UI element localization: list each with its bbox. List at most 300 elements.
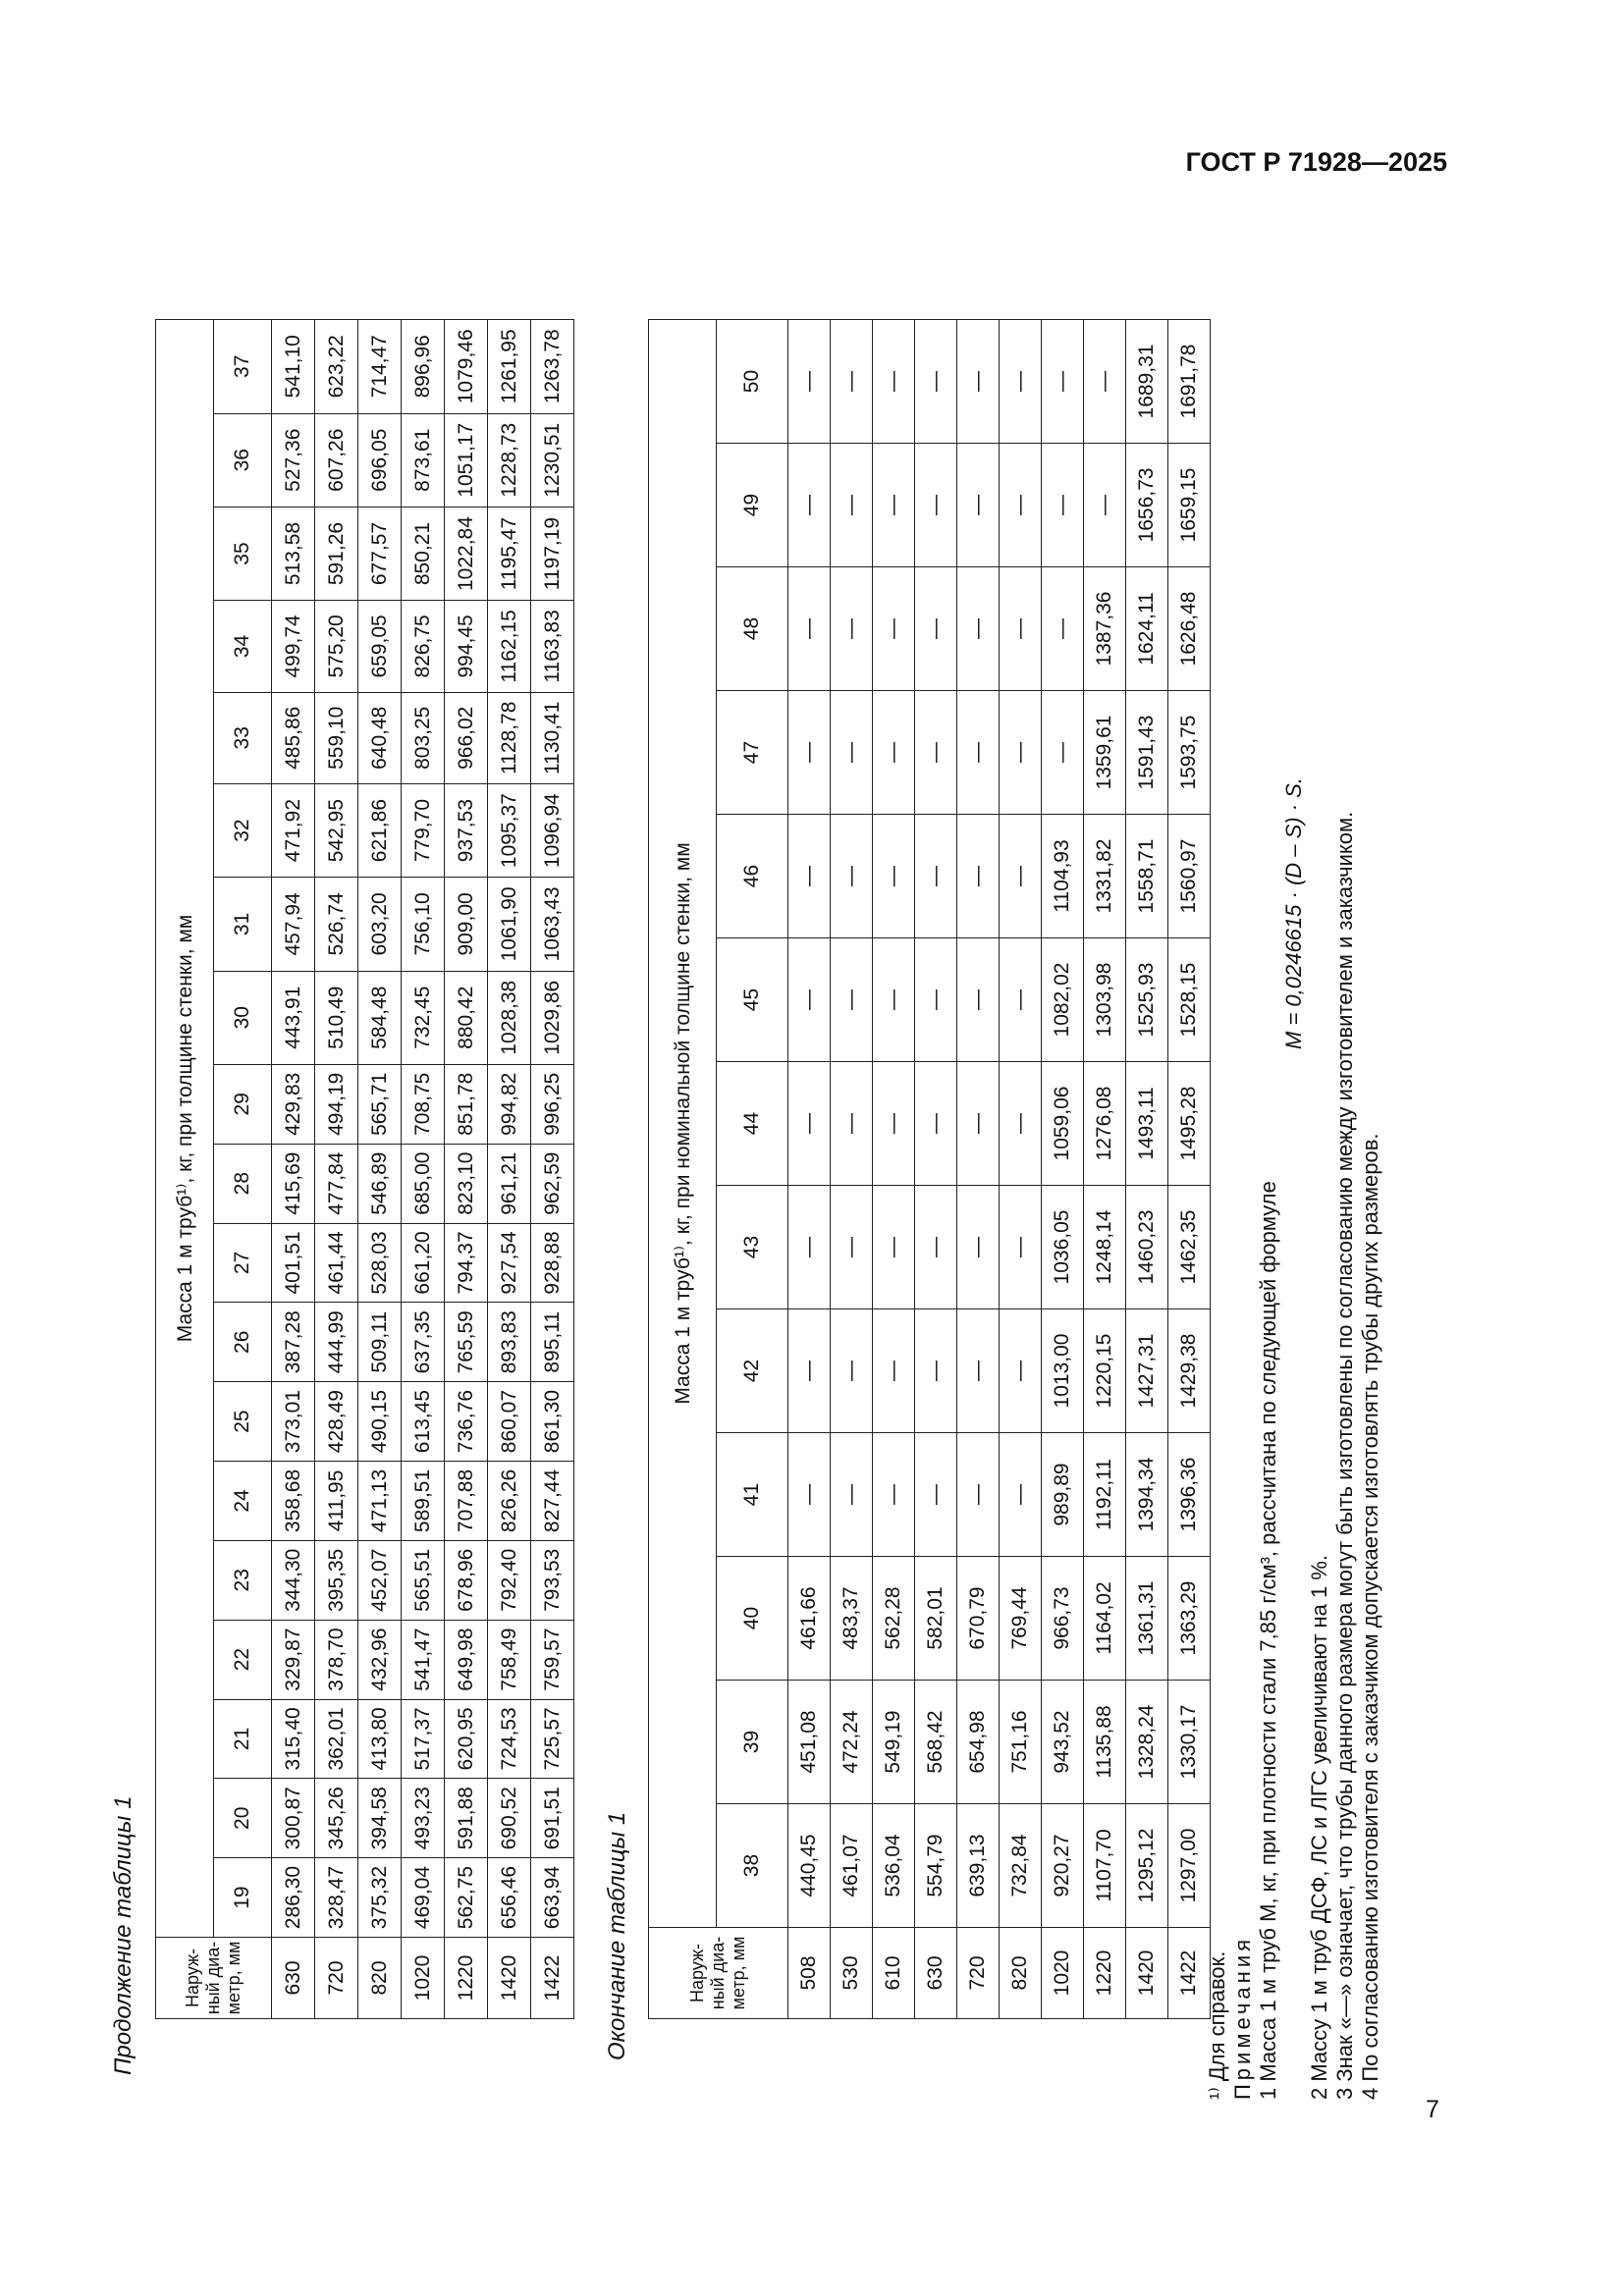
table-row — [358, 320, 402, 2019]
mass-cell: — — [915, 1433, 957, 1557]
mass-cell: — — [831, 320, 873, 444]
mass-cell: 1659,15 — [1168, 444, 1211, 567]
mass-cell: — — [788, 1062, 831, 1186]
mass-cell: — — [831, 691, 873, 815]
thickness-column-header: 38 — [717, 1804, 788, 1928]
mass-cell: 691,51 — [531, 1779, 574, 1858]
thickness-column-header: 46 — [717, 815, 788, 938]
mass-cell: 373,01 — [272, 1382, 315, 1462]
table-b-title: Окончание таблицы 1 — [604, 1811, 630, 2060]
mass-cell: — — [1084, 320, 1126, 444]
mass-cell: 1558,71 — [1126, 815, 1168, 938]
thickness-column-header: 35 — [214, 507, 272, 600]
thickness-column-header: 25 — [214, 1382, 272, 1462]
diameter-header: Наруж-ный диа-метр, мм — [649, 1928, 788, 2019]
diameter-cell: 610 — [873, 1928, 915, 2019]
diameter-header: Наруж-ный диа-метр, мм — [156, 1938, 272, 2019]
mass-cell: — — [1084, 444, 1126, 567]
mass-cell: 607,26 — [315, 413, 358, 507]
mass-cell: 490,15 — [358, 1382, 402, 1462]
mass-cell: 603,20 — [358, 878, 402, 971]
mass-cell: 793,53 — [531, 1540, 574, 1620]
mass-cell: — — [957, 444, 1000, 567]
mass-cell: — — [915, 444, 957, 567]
mass-cell: 471,13 — [358, 1462, 402, 1541]
mass-cell: — — [788, 1186, 831, 1309]
thickness-column-header: 43 — [717, 1186, 788, 1309]
table-row — [1042, 320, 1084, 2019]
mass-cell: 1297,00 — [1168, 1804, 1211, 1928]
mass-cell: 707,88 — [445, 1462, 488, 1541]
mass-cell: 509,11 — [358, 1303, 402, 1382]
mass-cell: 966,73 — [1042, 1557, 1084, 1681]
mass-cell: 751,16 — [1000, 1681, 1042, 1804]
mass-cell: 1197,19 — [531, 507, 574, 600]
mass-cell: 1593,75 — [1168, 691, 1211, 815]
mass-cell: 966,02 — [445, 692, 488, 783]
mass-cell: 708,75 — [402, 1064, 445, 1144]
mass-cell: 591,88 — [445, 1779, 488, 1858]
table-row — [831, 320, 873, 2019]
thickness-column-header: 20 — [214, 1779, 272, 1858]
mass-cell: 1163,83 — [531, 601, 574, 692]
mass-cell: 472,24 — [831, 1681, 873, 1804]
mass-cell: 541,10 — [272, 320, 315, 414]
mass-cell: 1036,05 — [1042, 1186, 1084, 1309]
table-row — [957, 320, 1000, 2019]
diameter-cell: 508 — [788, 1928, 831, 2019]
mass-cell: 440,45 — [788, 1804, 831, 1928]
mass-cell: 1626,48 — [1168, 567, 1211, 691]
mass-cell: 803,25 — [402, 692, 445, 783]
mass-cell: 1022,84 — [445, 507, 488, 600]
mass-cell: 909,00 — [445, 878, 488, 971]
mass-cell: 582,01 — [915, 1557, 957, 1681]
mass-cell: 387,28 — [272, 1303, 315, 1382]
mass-cell: 471,92 — [272, 783, 315, 877]
document-header: ГОСТ Р 71928—2025 — [1185, 147, 1447, 177]
mass-cell: 1560,97 — [1168, 815, 1211, 938]
mass-cell: — — [788, 320, 831, 444]
mass-cell: 1162,15 — [488, 601, 531, 692]
diameter-cell: 1420 — [1126, 1928, 1168, 2019]
table-row — [788, 320, 831, 2019]
mass-cell: 1295,12 — [1126, 1804, 1168, 1928]
diameter-cell: 820 — [358, 1938, 402, 2019]
mass-cell: 527,36 — [272, 413, 315, 507]
mass-cell: 1261,95 — [488, 320, 531, 414]
caption-header: Масса 1 м труб¹⁾, кг, при номинальной толщине стенки, мм — [649, 320, 717, 1928]
mass-cell: 989,89 — [1042, 1433, 1084, 1557]
mass-cell: 1387,36 — [1084, 567, 1126, 691]
mass-cell: 690,52 — [488, 1779, 531, 1858]
mass-cell: 996,25 — [531, 1064, 574, 1144]
mass-cell: — — [788, 1433, 831, 1557]
mass-cell: 896,96 — [402, 320, 445, 414]
mass-cell: 494,19 — [315, 1064, 358, 1144]
mass-cell: 394,58 — [358, 1779, 402, 1858]
mass-cell: 443,91 — [272, 971, 315, 1064]
mass-cell: 670,79 — [957, 1557, 1000, 1681]
mass-cell: — — [873, 444, 915, 567]
mass-cell: 826,26 — [488, 1462, 531, 1541]
mass-cell: 927,54 — [488, 1223, 531, 1303]
mass-cell: 378,70 — [315, 1620, 358, 1699]
mass-cell: 526,74 — [315, 878, 358, 971]
mass-cell: 649,98 — [445, 1620, 488, 1699]
mass-cell: 873,61 — [402, 413, 445, 507]
note-4: 4 По согласованию изготовителя с заказчиком допускается изготовлять трубы других размеров. — [1358, 1133, 1382, 2100]
diameter-cell: 1020 — [1042, 1928, 1084, 2019]
mass-cell: 375,32 — [358, 1858, 402, 1938]
mass-cell: 937,53 — [445, 783, 488, 877]
mass-cell: 411,95 — [315, 1462, 358, 1541]
mass-cell: 415,69 — [272, 1144, 315, 1223]
mass-cell: 1493,11 — [1126, 1062, 1168, 1186]
mass-cell: 640,48 — [358, 692, 402, 783]
notes-heading: Примечания — [1230, 1935, 1255, 2100]
mass-cell: 536,04 — [873, 1804, 915, 1928]
mass-cell: — — [788, 815, 831, 938]
mass-cell: 1051,17 — [445, 413, 488, 507]
mass-cell: — — [788, 444, 831, 567]
mass-cell: 756,10 — [402, 878, 445, 971]
mass-cell: 517,37 — [402, 1699, 445, 1779]
caption-header: Масса 1 м труб¹⁾, кг, при толщине стенки, мм — [156, 320, 214, 1938]
mass-cell: — — [1042, 567, 1084, 691]
thickness-column-header: 48 — [717, 567, 788, 691]
mass-cell: 461,44 — [315, 1223, 358, 1303]
mass-cell: 677,57 — [358, 507, 402, 600]
mass-cell: 663,94 — [531, 1858, 574, 1938]
formula: M = 0,0246615 · (D – S) · S. — [1281, 777, 1306, 1049]
mass-cell: 736,76 — [445, 1382, 488, 1462]
mass-cell: 1082,02 — [1042, 938, 1084, 1062]
thickness-column-header: 34 — [214, 601, 272, 692]
diameter-cell: 1420 — [488, 1938, 531, 2019]
mass-cell: 880,42 — [445, 971, 488, 1064]
mass-cell: 329,87 — [272, 1620, 315, 1699]
table-end — [648, 319, 1211, 2019]
mass-cell: 469,04 — [402, 1858, 445, 1938]
thickness-column-header: 26 — [214, 1303, 272, 1382]
mass-cell: — — [873, 320, 915, 444]
mass-cell: 1263,78 — [531, 320, 574, 414]
mass-cell: 344,30 — [272, 1540, 315, 1620]
mass-cell: 513,58 — [272, 507, 315, 600]
mass-cell: 1396,36 — [1168, 1433, 1211, 1557]
mass-cell: — — [957, 1433, 1000, 1557]
mass-cell: 826,75 — [402, 601, 445, 692]
mass-cell: — — [1000, 1186, 1042, 1309]
mass-cell: 362,01 — [315, 1699, 358, 1779]
diameter-cell: 1422 — [1168, 1928, 1211, 2019]
thickness-column-header: 47 — [717, 691, 788, 815]
mass-cell: 623,22 — [315, 320, 358, 414]
mass-cell: — — [788, 938, 831, 1062]
mass-cell: 943,52 — [1042, 1681, 1084, 1804]
mass-cell: 961,21 — [488, 1144, 531, 1223]
mass-cell: — — [957, 938, 1000, 1062]
note-2: 2 Массу 1 м труб ДСФ, ЛС и ЛГС увеличивают на 1 %. — [1307, 1554, 1331, 2100]
mass-cell: 1104,93 — [1042, 815, 1084, 938]
mass-cell: 613,45 — [402, 1382, 445, 1462]
mass-cell: 428,49 — [315, 1382, 358, 1462]
mass-cell: 1656,73 — [1126, 444, 1168, 567]
mass-cell: 483,37 — [831, 1557, 873, 1681]
mass-cell: — — [957, 1309, 1000, 1433]
mass-cell: 395,35 — [315, 1540, 358, 1620]
mass-cell: 620,95 — [445, 1699, 488, 1779]
mass-cell: 546,89 — [358, 1144, 402, 1223]
mass-cell: 714,47 — [358, 320, 402, 414]
mass-cell: — — [1000, 691, 1042, 815]
thickness-column-header: 24 — [214, 1462, 272, 1541]
mass-cell: — — [831, 1186, 873, 1309]
mass-cell: 568,42 — [915, 1681, 957, 1804]
table-row — [915, 320, 957, 2019]
thickness-column-header: 30 — [214, 971, 272, 1064]
diameter-cell: 720 — [957, 1928, 1000, 2019]
mass-cell: 1195,47 — [488, 507, 531, 600]
mass-cell: 1394,34 — [1126, 1433, 1168, 1557]
page-number: 7 — [1426, 2096, 1439, 2123]
mass-cell: 1331,82 — [1084, 815, 1126, 938]
table-continuation — [155, 319, 574, 2019]
mass-cell: 432,96 — [358, 1620, 402, 1699]
mass-cell: 1248,14 — [1084, 1186, 1126, 1309]
mass-cell: 794,37 — [445, 1223, 488, 1303]
thickness-column-header: 42 — [717, 1309, 788, 1433]
table-row — [445, 320, 488, 2019]
note-1: 1 Масса 1 м труб M, кг, при плотности стали 7,85 г/см³, рассчитана по следующей формуле — [1256, 1181, 1280, 2100]
mass-cell: 661,20 — [402, 1223, 445, 1303]
mass-cell: 1013,00 — [1042, 1309, 1084, 1433]
mass-cell: 451,08 — [788, 1681, 831, 1804]
thickness-column-header: 50 — [717, 320, 788, 444]
mass-cell: 1164,02 — [1084, 1557, 1126, 1681]
mass-cell: 461,07 — [831, 1804, 873, 1928]
diameter-cell: 1422 — [531, 1938, 574, 2019]
mass-cell: 685,00 — [402, 1144, 445, 1223]
footnote: ¹⁾ Для справок. — [1205, 1950, 1229, 2100]
mass-cell: — — [915, 567, 957, 691]
mass-cell: — — [957, 567, 1000, 691]
thickness-column-header: 22 — [214, 1620, 272, 1699]
table-row — [1084, 320, 1126, 2019]
mass-cell: 315,40 — [272, 1699, 315, 1779]
mass-cell: — — [873, 691, 915, 815]
diameter-cell: 720 — [315, 1938, 358, 2019]
table-row — [1000, 320, 1042, 2019]
notes-block — [1205, 777, 1383, 2100]
mass-cell: 861,30 — [531, 1382, 574, 1462]
mass-cell: 429,83 — [272, 1064, 315, 1144]
mass-cell: 724,53 — [488, 1699, 531, 1779]
thickness-column-header: 28 — [214, 1144, 272, 1223]
mass-cell: 542,95 — [315, 783, 358, 877]
thickness-column-header: 49 — [717, 444, 788, 567]
mass-cell: — — [831, 444, 873, 567]
mass-cell: — — [915, 1309, 957, 1433]
mass-cell: — — [1000, 938, 1042, 1062]
mass-cell: — — [831, 938, 873, 1062]
table-row — [873, 320, 915, 2019]
mass-cell: 1028,38 — [488, 971, 531, 1064]
thickness-column-header: 32 — [214, 783, 272, 877]
mass-cell: — — [873, 567, 915, 691]
mass-cell: 559,10 — [315, 692, 358, 783]
mass-cell: 696,05 — [358, 413, 402, 507]
diameter-cell: 820 — [1000, 1928, 1042, 2019]
mass-cell: 1130,41 — [531, 692, 574, 783]
diameter-cell: 1220 — [1084, 1928, 1126, 2019]
mass-cell: 1429,38 — [1168, 1309, 1211, 1433]
mass-cell: — — [831, 1433, 873, 1557]
mass-cell: 1128,78 — [488, 692, 531, 783]
mass-cell: 893,83 — [488, 1303, 531, 1382]
mass-cell: 589,51 — [402, 1462, 445, 1541]
mass-cell: 725,57 — [531, 1699, 574, 1779]
mass-cell: 1528,15 — [1168, 938, 1211, 1062]
mass-cell: — — [957, 815, 1000, 938]
mass-cell: 1061,90 — [488, 878, 531, 971]
mass-cell: 1079,46 — [445, 320, 488, 414]
mass-cell: 562,75 — [445, 1858, 488, 1938]
mass-cell: 565,51 — [402, 1540, 445, 1620]
mass-cell: 765,59 — [445, 1303, 488, 1382]
mass-cell: 510,49 — [315, 971, 358, 1064]
mass-cell: 457,94 — [272, 878, 315, 971]
mass-cell: 656,46 — [488, 1858, 531, 1938]
mass-cell: 1363,29 — [1168, 1557, 1211, 1681]
mass-cell: 1361,31 — [1126, 1557, 1168, 1681]
mass-cell: — — [915, 1062, 957, 1186]
mass-cell: 1095,37 — [488, 783, 531, 877]
mass-cell: 1689,31 — [1126, 320, 1168, 444]
table-a-title: Продолжение таблицы 1 — [110, 1795, 136, 2075]
thickness-column-header: 40 — [717, 1557, 788, 1681]
mass-cell: — — [788, 1309, 831, 1433]
mass-cell: — — [873, 1309, 915, 1433]
mass-cell: 1624,11 — [1126, 567, 1168, 691]
mass-cell: 851,78 — [445, 1064, 488, 1144]
thickness-column-header: 36 — [214, 413, 272, 507]
thickness-column-header: 19 — [214, 1858, 272, 1938]
table-row — [272, 320, 315, 2019]
mass-cell: — — [831, 567, 873, 691]
mass-cell: 1228,73 — [488, 413, 531, 507]
mass-cell: 920,27 — [1042, 1804, 1084, 1928]
mass-cell: 591,26 — [315, 507, 358, 600]
mass-cell: 1462,35 — [1168, 1186, 1211, 1309]
mass-cell: 637,35 — [402, 1303, 445, 1382]
mass-cell: 1276,08 — [1084, 1062, 1126, 1186]
mass-cell: 1591,43 — [1126, 691, 1168, 815]
mass-cell: 732,84 — [1000, 1804, 1042, 1928]
mass-cell: 401,51 — [272, 1223, 315, 1303]
thickness-column-header: 29 — [214, 1064, 272, 1144]
mass-cell: 678,96 — [445, 1540, 488, 1620]
table-row — [531, 320, 574, 2019]
mass-cell: 493,23 — [402, 1779, 445, 1858]
mass-cell: — — [1000, 567, 1042, 691]
mass-cell: 1495,28 — [1168, 1062, 1211, 1186]
mass-cell: 1029,86 — [531, 971, 574, 1064]
mass-cell: 528,03 — [358, 1223, 402, 1303]
mass-cell: 621,86 — [358, 783, 402, 877]
mass-cell: 758,49 — [488, 1620, 531, 1699]
mass-cell: 1359,61 — [1084, 691, 1126, 815]
mass-cell: — — [957, 320, 1000, 444]
mass-cell: — — [915, 691, 957, 815]
thickness-column-header: 37 — [214, 320, 272, 414]
thickness-column-header: 33 — [214, 692, 272, 783]
mass-cell: 485,86 — [272, 692, 315, 783]
mass-cell: — — [831, 1309, 873, 1433]
thickness-column-header: 45 — [717, 938, 788, 1062]
mass-cell: 575,20 — [315, 601, 358, 692]
thickness-column-header: 21 — [214, 1699, 272, 1779]
mass-cell: 1059,06 — [1042, 1062, 1084, 1186]
mass-cell: 659,05 — [358, 601, 402, 692]
mass-cell: 654,98 — [957, 1681, 1000, 1804]
diameter-cell: 630 — [272, 1938, 315, 2019]
mass-cell: 928,88 — [531, 1223, 574, 1303]
mass-cell: 639,13 — [957, 1804, 1000, 1928]
mass-cell: 994,45 — [445, 601, 488, 692]
mass-cell: 1525,93 — [1126, 938, 1168, 1062]
mass-cell: — — [915, 320, 957, 444]
mass-cell: 413,80 — [358, 1699, 402, 1779]
mass-cell: — — [873, 815, 915, 938]
mass-cell: 850,21 — [402, 507, 445, 600]
thickness-column-header: 44 — [717, 1062, 788, 1186]
thickness-column-header: 39 — [717, 1681, 788, 1804]
mass-cell: 779,70 — [402, 783, 445, 877]
mass-cell: — — [831, 815, 873, 938]
mass-cell: 477,84 — [315, 1144, 358, 1223]
table-row — [315, 320, 358, 2019]
mass-cell: 1427,31 — [1126, 1309, 1168, 1433]
mass-cell: — — [1042, 444, 1084, 567]
mass-cell: 328,47 — [315, 1858, 358, 1938]
mass-cell: — — [915, 1186, 957, 1309]
mass-cell: — — [1042, 320, 1084, 444]
mass-cell: 895,11 — [531, 1303, 574, 1382]
mass-cell: — — [957, 691, 1000, 815]
mass-cell: 792,40 — [488, 1540, 531, 1620]
mass-cell: 769,44 — [1000, 1557, 1042, 1681]
mass-cell: 345,26 — [315, 1779, 358, 1858]
mass-cell: — — [1000, 1309, 1042, 1433]
mass-cell: 444,99 — [315, 1303, 358, 1382]
mass-cell: 1063,43 — [531, 878, 574, 971]
mass-cell: 499,74 — [272, 601, 315, 692]
diameter-cell: 1220 — [445, 1938, 488, 2019]
mass-cell: 962,59 — [531, 1144, 574, 1223]
mass-cell: 461,66 — [788, 1557, 831, 1681]
diameter-cell: 630 — [915, 1928, 957, 2019]
mass-cell: 1220,15 — [1084, 1309, 1126, 1433]
table-row — [402, 320, 445, 2019]
mass-cell: — — [873, 1062, 915, 1186]
mass-cell: — — [957, 1186, 1000, 1309]
mass-cell: — — [788, 567, 831, 691]
mass-cell: 1230,51 — [531, 413, 574, 507]
diameter-cell: 530 — [831, 1928, 873, 2019]
mass-cell: — — [1000, 320, 1042, 444]
